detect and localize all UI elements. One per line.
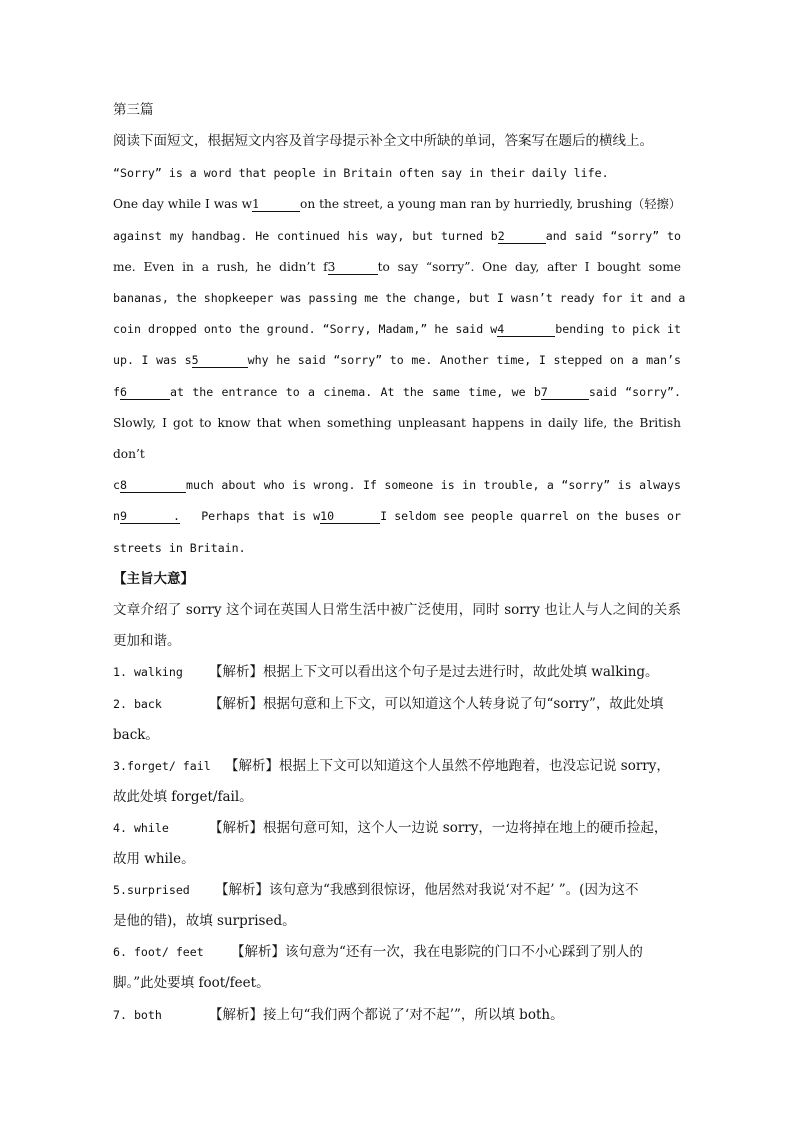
answer-2 [113,694,663,714]
answer-number: 5.surprised [113,883,190,897]
answer-1 [113,662,659,682]
analysis-tag: 【解析】 [215,882,269,898]
answer-explanation: 根据句意可知，这个人一边说 sorry，一边将掉在地上的硬币捡起， [263,820,668,836]
blank-2[interactable]: 2 [498,229,546,244]
answer-6-continued: 脚。”此处要填 foot/feet。 [113,975,270,991]
main-idea-line-2: 更加和谐。 [113,633,181,649]
answer-3-continued: 故此处填 forget/fail。 [113,789,253,805]
answer-explanation: 根据句意和上下文，可以知道这个人转身说了句“sorry”，故此处填 [263,696,664,712]
main-idea-line-1: 文章介绍了 sorry 这个词在英国人日常生活中被广泛使用，同时 sorry 也让人与人之间的关系 [113,602,681,618]
passage-text: n [113,509,120,523]
passage-text: I seldom see people quarrel on the buses or [380,509,681,523]
passage-text: to say “sorry”. One day, after I bought some [377,260,681,274]
answer-number: 2. back [113,697,162,711]
answer-explanation: 接上句“我们两个都说了‘对不起’”，所以填 both。 [263,1007,564,1023]
blank-9[interactable] [120,509,180,524]
instructions: 阅读下面短文，根据短文内容及首字母提示补全文中所缺的单词，答案写在题后的横线上。 [113,133,653,149]
analysis-tag: 【解析】 [209,696,263,712]
passage-line-6 [113,319,681,339]
passage-text: coin dropped onto the ground. “Sorry, Madam,” he said w [113,322,498,336]
passage-line-12 [113,506,681,526]
answer-explanation: 该句意为“还有一次，我在电影院的门口不小心踩到了别人的 [285,944,643,960]
blank-4[interactable]: 4 [497,322,555,337]
analysis-tag: 【解析】 [209,820,263,836]
passage-line-10: don’t [113,447,145,461]
analysis-tag: 【解析】 [209,664,263,680]
answer-2-continued: back。 [113,727,159,743]
answer-5 [113,880,638,900]
passage-line-5: bananas, the shopkeeper was passing me the change, but I wasn’t ready for it and a [113,291,686,305]
passage-text: much about who is wrong. If someone is in trouble, a “sorry” is always [185,478,681,492]
passage-line-8 [113,382,681,402]
answer-3 [113,756,670,776]
blank-9-period: . [173,509,180,523]
passage-line-7 [113,350,681,370]
answer-number: 1. walking [113,665,183,679]
passage-text: said “sorry”. [588,385,681,399]
answer-7 [113,1005,564,1025]
blank-6[interactable]: 6 [120,385,170,400]
answer-4-continued: 故用 while。 [113,851,195,867]
analysis-tag: 【解析】 [225,758,279,774]
blank-9-number: 9 [119,509,127,523]
passage-text: me. Even in a rush, he didn’t f [113,260,328,274]
blank-7[interactable]: 7 [541,385,589,400]
blank-10[interactable]: 10 [320,509,380,524]
main-idea-heading: 【主旨大意】 [113,571,194,587]
passage-text: on the street, a young man ran by hurriedly, brushing（轻擦） [300,197,681,211]
passage-line-3 [113,226,681,246]
analysis-tag: 【解析】 [209,1007,263,1023]
answer-explanation: 根据上下文可以知道这个人虽然不停地跑着，也没忘记说 sorry， [279,758,670,774]
passage-line-1: “Sorry” is a word that people in Britain often say in their daily life. [113,166,609,180]
answer-number: 4. while [113,821,169,835]
passage-text: f [113,385,120,399]
passage-line-4 [113,257,681,277]
analysis-tag: 【解析】 [231,944,285,960]
passage-line-13: streets in Britain. [113,541,246,555]
answer-number: 7. both [113,1008,162,1022]
passage-text: against my handbag. He continued his way, but turned b [113,229,498,243]
answer-6 [113,942,643,962]
answer-number: 3.forget/ fail [113,759,211,773]
passage-text: and said “sorry” to [545,229,681,243]
passage-text: at the entrance to a cinema. At the same time, we b [169,385,541,399]
passage-text: why he said “sorry” to me. Another time, I stepped on a man’s [247,353,681,367]
passage-line-11 [113,475,681,495]
passage-line-9: Slowly, I got to know that when something unpleasant happens in daily life, the British [113,416,681,430]
passage-text: up. I was s [113,353,192,367]
passage-text: One day while I was w [113,197,252,211]
passage-text: Perhaps that is w [201,509,321,523]
answer-number: 6. foot/ feet [113,945,204,959]
answer-5-continued: 是他的错)，故填 surprised。 [113,913,296,929]
blank-5[interactable]: 5 [192,353,248,368]
answer-explanation: 根据上下文可以看出这个句子是过去进行时，故此处填 walking。 [263,664,659,680]
answer-explanation: 该句意为“我感到很惊讶，他居然对我说‘对不起’ ”。(因为这不 [269,882,639,898]
blank-1[interactable]: 1 [252,197,300,212]
answer-4 [113,818,667,838]
passage-line-2 [113,194,681,214]
blank-3[interactable]: 3 [328,260,378,275]
passage-text: bending to pick it [555,322,682,336]
passage-text: c [113,478,120,492]
section-title: 第三篇 [113,102,154,118]
blank-8[interactable]: 8 [120,478,186,493]
